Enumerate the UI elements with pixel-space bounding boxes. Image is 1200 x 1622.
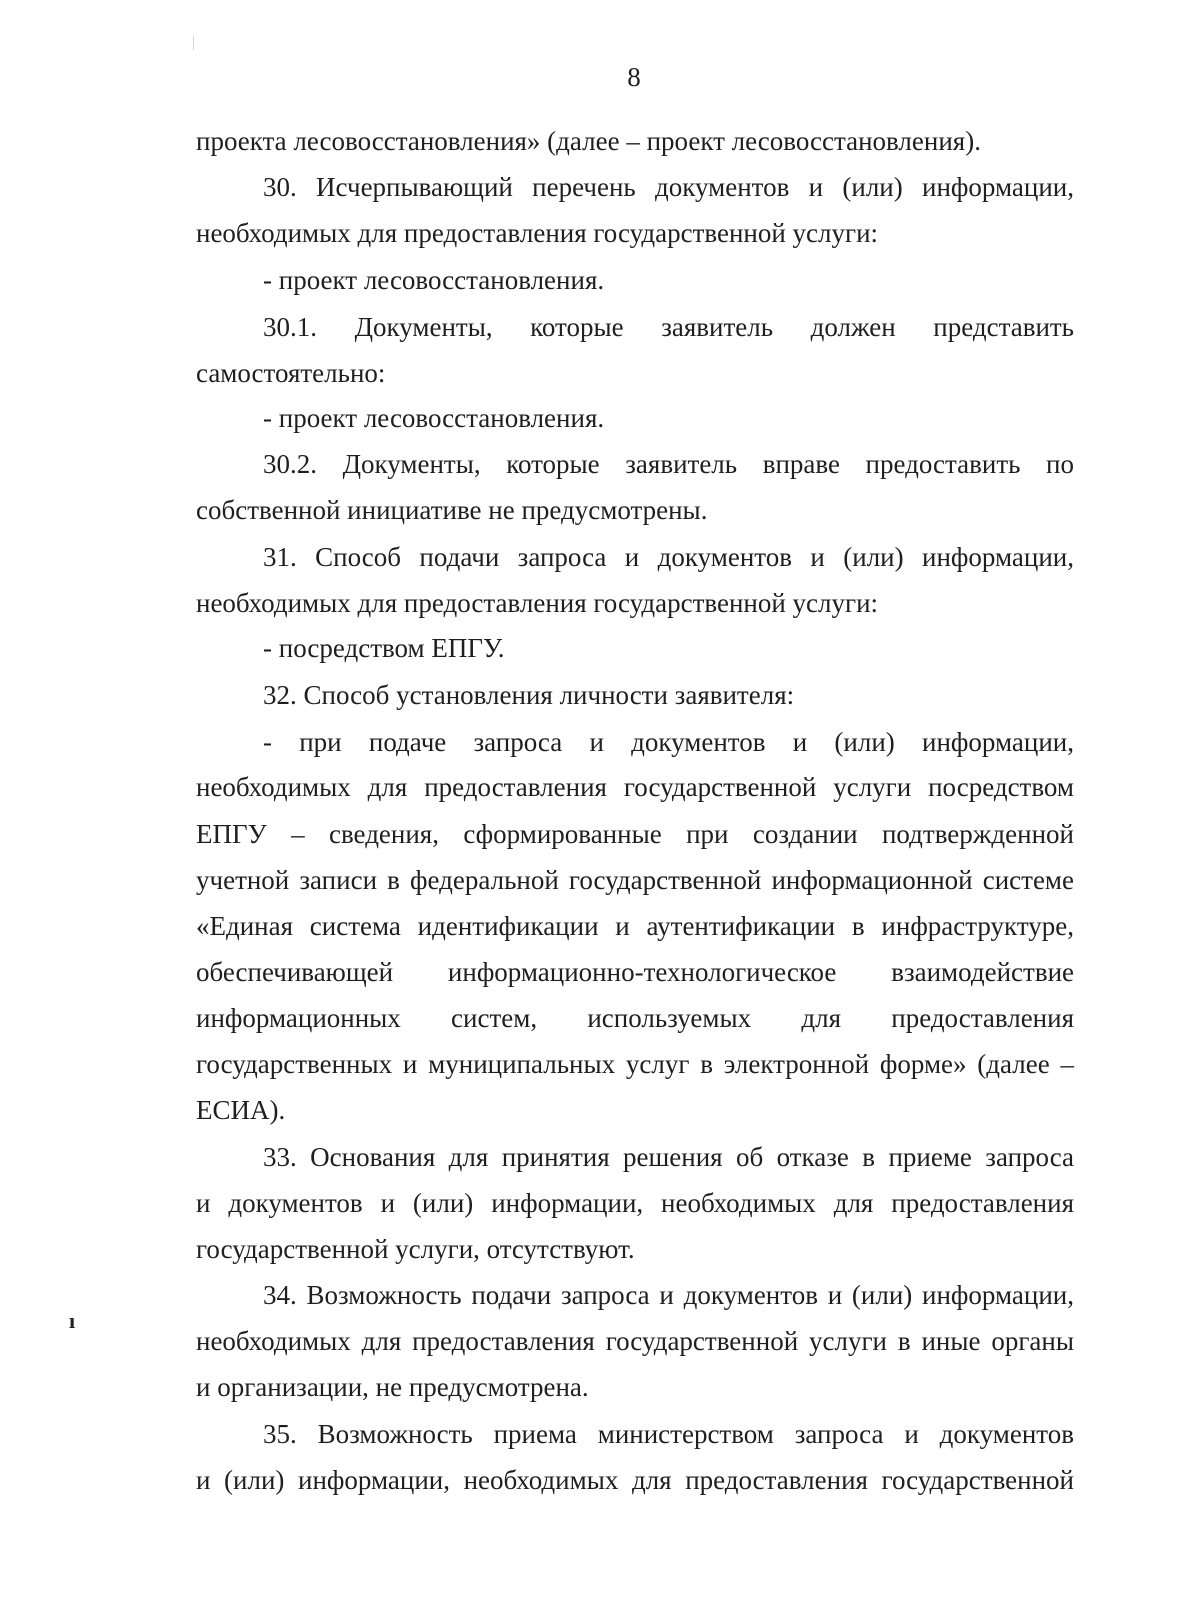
text-line: информационных систем, используемых для предоставления bbox=[196, 1003, 1074, 1033]
text-line: учетной записи в федеральной государственной информационной системе bbox=[196, 865, 1074, 895]
text-line: - посредством ЕПГУ. bbox=[263, 633, 505, 663]
scan-edge-mark bbox=[193, 36, 194, 50]
text-line: государственных и муниципальных услуг в электронной форме» (далее – bbox=[196, 1049, 1074, 1079]
text-line: - при подаче запроса и документов и (или) информации, bbox=[263, 727, 1074, 757]
text-line: необходимых для предоставления государственной услуги посредством bbox=[196, 772, 1074, 802]
text-line: 30.1. Документы, которые заявитель должен представить bbox=[263, 312, 1074, 342]
text-line: 30.2. Документы, которые заявитель вправе предоставить по bbox=[263, 449, 1074, 479]
text-line: «Единая система идентификации и аутентификации в инфраструктуре, bbox=[196, 911, 1074, 941]
text-line: и (или) информации, необходимых для предоставления государственной bbox=[196, 1465, 1074, 1495]
text-line: 33. Основания для принятия решения об отказе в приеме запроса bbox=[263, 1142, 1074, 1172]
text-line: - проект лесовосстановления. bbox=[263, 403, 605, 433]
text-line: - проект лесовосстановления. bbox=[263, 265, 605, 295]
text-line: проекта лесовосстановления» (далее – проект лесовосстановления). bbox=[196, 126, 981, 156]
text-line: и организации, не предусмотрена. bbox=[196, 1372, 589, 1402]
text-line: ЕСИА). bbox=[196, 1095, 286, 1125]
text-line: необходимых для предоставления государственной услуги: bbox=[196, 588, 879, 618]
text-line: государственной услуги, отсутствуют. bbox=[196, 1234, 635, 1264]
page-number: 8 bbox=[627, 62, 641, 92]
text-line: 30. Исчерпывающий перечень документов и (или) информации, bbox=[263, 172, 1074, 202]
text-line: 34. Возможность подачи запроса и документов и (или) информации, bbox=[263, 1280, 1074, 1310]
text-line: собственной инициативе не предусмотрены. bbox=[196, 495, 708, 525]
text-line: 31. Способ подачи запроса и документов и (или) информации, bbox=[263, 542, 1074, 572]
text-line: ЕПГУ – сведения, сформированные при создании подтвержденной bbox=[196, 819, 1074, 849]
text-line: обеспечивающей информационно-технологическое взаимодействие bbox=[196, 957, 1074, 987]
text-line: 35. Возможность приема министерством запроса и документов bbox=[263, 1419, 1074, 1449]
text-line: самостоятельно: bbox=[196, 358, 386, 388]
text-line: 32. Способ установления личности заявителя: bbox=[263, 680, 795, 710]
text-line: необходимых для предоставления государственной услуги: bbox=[196, 218, 879, 248]
text-line: и документов и (или) информации, необходимых для предоставления bbox=[196, 1188, 1074, 1218]
text-line: необходимых для предоставления государственной услуги в иные органы bbox=[196, 1326, 1074, 1356]
margin-mark: ı bbox=[69, 1308, 76, 1333]
